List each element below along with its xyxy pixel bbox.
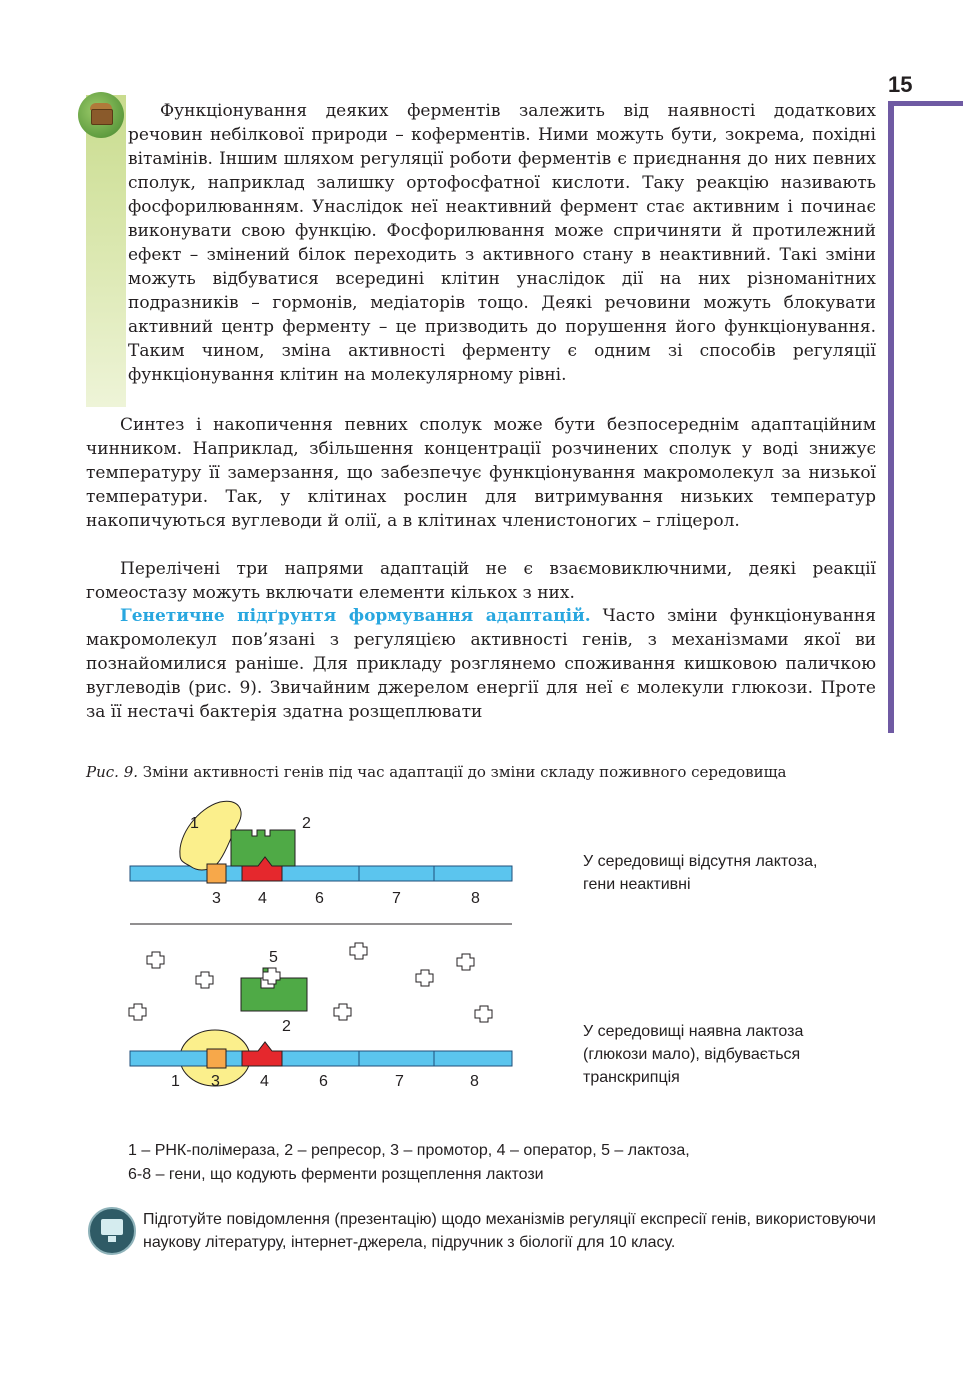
bottom-dna-strand [130, 1051, 512, 1066]
env-absent-description [583, 850, 817, 896]
figure-legend [128, 1139, 888, 1187]
body-paragraph: Перелічені три напрями адаптацій не є взаємовиключними, деякі реакції гомеостазу можуть включати елементи кількох з них. [86, 559, 876, 603]
env-absent-line: гени неактивні [583, 876, 691, 893]
section-heading: Генетичне підґрунтя формування адаптацій. [120, 606, 591, 626]
env-present-line: У середовищі наявна лактоза [583, 1023, 804, 1040]
page-number: 15 [888, 72, 913, 97]
top-promoter [207, 864, 226, 883]
figure-caption [86, 762, 886, 782]
bottom-promoter [207, 1049, 226, 1068]
info-box-paragraph: Функціонування деяких ферментів залежить від наявності додаткових речовин небілкової природи – коферментів. Ними можуть бути, зокрема, похідні вітамінів. Іншим шляхом регуляції роботи ферментів є приєднання до них певних сполук, наприклад залишку ортофосфатної кислоти. Таку реакцію називають фосфорилюванням. Унаслідок неї неактивний фермент стає активним і починає виконувати свою функцію. Фосфорилювання може спричиняти й протилежний ефект – змінений білок переходить з активного стану в неактивний. Такі зміни можуть відбуватися всередині клітин унаслідок дії на них різноманітних подразників – гормонів, медіаторів тощо. Деякі речовини можуть блокувати активний центр ферменту – це призводить до порушення його функціонування. Таким чином, зміна активності ферменту є одним зі способів регуляції функціонування клітин на молекулярному рівні. [128, 101, 876, 385]
task-text: Підготуйте повідомлення (презентацію) щодо механізмів регуляції експресії генів, використовуючи наукову літературу, інтернет-джерела, підручник з біології для 10 класу. [143, 1211, 876, 1251]
top-label-3: 3 [212, 890, 221, 907]
top-label-2: 2 [302, 815, 311, 832]
body-paragraph: Синтез і накопичення певних сполук може бути безпосереднім адаптаційним чинником. Наприклад, збільшення концентрації розчинених сполук у воді знижує температуру її замерзання, що забезпечує функціонування макромолекул за низької температури. Так, у клітинах рослин для витримування низьких температур накопичуються вуглеводи й олії, а в клітинах членистоногих – гліцерол. [86, 415, 876, 531]
computer-icon [88, 1207, 136, 1255]
top-label-8: 8 [471, 890, 480, 907]
legend-line: 6-8 – гени, що кодують ферменти розщеплення лактози [128, 1166, 544, 1183]
top-label-1: 1 [190, 815, 199, 832]
legend-line: 1 – РНК-полімераза, 2 – репресор, 3 – промотор, 4 – оператор, 5 – лактоза, [128, 1142, 690, 1159]
top-dna-strand [130, 866, 512, 881]
bottom-label-2: 2 [282, 1018, 291, 1035]
bottom-label-4: 4 [260, 1073, 269, 1090]
figure-caption-label: Рис. 9. [86, 763, 139, 781]
top-label-7: 7 [392, 890, 401, 907]
page-edge-bar [888, 101, 963, 106]
body-paragraph [86, 604, 876, 724]
env-present-line: транскрипція [583, 1069, 680, 1086]
bottom-label-7: 7 [395, 1073, 404, 1090]
top-label-4: 4 [258, 890, 267, 907]
bottom-label-5: 5 [269, 949, 278, 966]
top-label-6: 6 [315, 890, 324, 907]
bottom-label-1: 1 [171, 1073, 180, 1090]
env-absent-line: У середовищі відсутня лактоза, [583, 853, 818, 870]
bottom-label-6: 6 [319, 1073, 328, 1090]
lactose-molecules [129, 943, 492, 1022]
treasure-chest-icon [78, 92, 124, 138]
operon-diagram [120, 800, 520, 1100]
section-text: Часто зміни функціонування макромолекул пов’язані з регуляцією активності генів, з механізмами якої ви познайомилися раніше. Для прикладу розглянемо споживання кишковою паличкою вуглеводів (рис. 9). Звичайним джерелом енергії для неї є молекули глюкози. Проте за її нестачі бактерія здатна розщеплювати [86, 606, 876, 722]
bottom-label-8: 8 [470, 1073, 479, 1090]
env-present-line: (глюкози мало), відбувається [583, 1046, 801, 1063]
info-box-strip [86, 95, 126, 407]
bottom-label-3: 3 [211, 1073, 220, 1090]
bottom-operator [242, 1042, 282, 1066]
figure-caption-text: Зміни активності генів під час адаптації до зміни складу поживного середовища [138, 763, 787, 781]
page-edge-bar-vertical [888, 101, 894, 733]
env-present-description [583, 1020, 803, 1089]
